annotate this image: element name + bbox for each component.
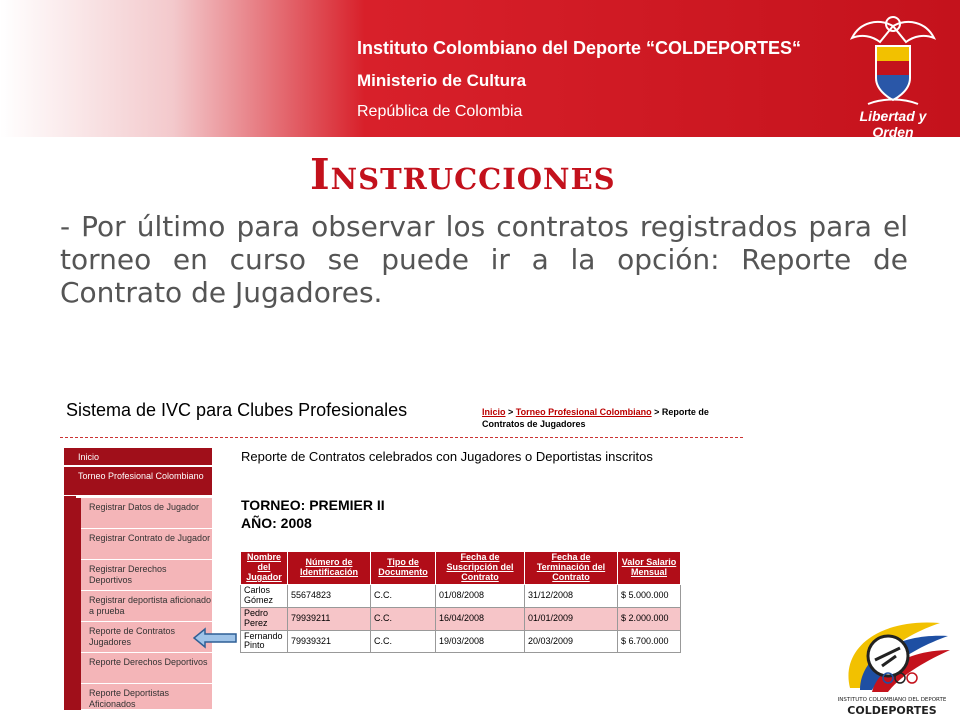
dotted-divider <box>60 437 743 438</box>
logo-line2: COLDEPORTES <box>847 704 937 717</box>
breadcrumb-section-link[interactable]: Torneo Profesional Colombiano <box>515 407 652 417</box>
ministry-name: Ministerio de Cultura <box>357 71 527 90</box>
sidebar-item-inicio[interactable]: Inicio <box>64 448 212 466</box>
instruction-paragraph: - Por último para observar los contratos registrados para el torneo en curso se puede ir a la opción: Reporte de Contrato de Jugadores. <box>60 210 908 310</box>
sidebar-item-reporte-contratos[interactable]: Reporte de Contratos Jugadores <box>81 622 212 653</box>
country-name: República de Colombia <box>357 103 523 120</box>
column-header[interactable]: Número de Identificación <box>288 552 371 585</box>
breadcrumb-separator: > <box>651 407 662 417</box>
sidebar-item-registrar-contrato[interactable]: Registrar Contrato de Jugador <box>81 529 212 560</box>
breadcrumb-current: Reporte de Contratos de Jugadores <box>482 407 709 429</box>
tournament-label: TORNEO: PREMIER II <box>241 497 385 513</box>
coldeportes-logo-icon <box>830 608 955 718</box>
report-title: Reporte de Contratos celebrados con Jugadores o Deportistas inscritos <box>241 449 653 464</box>
table-cell: 79939211 <box>288 607 371 630</box>
table-cell: $ 2.000.000 <box>618 607 681 630</box>
sidebar-sub-strip <box>72 498 81 710</box>
column-header[interactable]: Tipo de Documento <box>371 552 436 585</box>
logo-line1: INSTITUTO COLOMBIANO DEL DEPORTE <box>837 697 947 703</box>
table-cell: 16/04/2008 <box>436 607 525 630</box>
sidebar-item-reporte-aficionados[interactable]: Reporte Deportistas Aficionados <box>81 684 212 710</box>
table-cell: 01/01/2009 <box>525 607 618 630</box>
sidebar-item-registrar-derechos[interactable]: Registrar Derechos Deportivos <box>81 560 212 591</box>
breadcrumb <box>482 407 742 430</box>
table-cell: 79939321 <box>288 630 371 653</box>
breadcrumb-separator: > <box>505 407 516 417</box>
year-label: AÑO: 2008 <box>241 515 312 531</box>
sidebar-item-reporte-derechos[interactable]: Reporte Derechos Deportivos <box>81 653 212 684</box>
table-cell: C.C. <box>371 607 436 630</box>
table-cell: C.C. <box>371 585 436 608</box>
table-cell: Fernando Pinto <box>241 630 288 653</box>
table-cell: C.C. <box>371 630 436 653</box>
slide-title: Instrucciones <box>310 150 616 199</box>
sidebar-item-registrar-aficionado[interactable]: Registrar deportista aficionado a prueba <box>81 591 212 622</box>
table-cell: $ 6.700.000 <box>618 630 681 653</box>
crest-motto: Libertad y Orden <box>859 108 927 140</box>
column-header[interactable]: Nombre del Jugador <box>241 552 288 585</box>
contracts-table <box>240 551 681 653</box>
column-header[interactable]: Fecha de Terminación del Contrato <box>525 552 618 585</box>
table-cell: 55674823 <box>288 585 371 608</box>
table-cell: Pedro Perez <box>241 607 288 630</box>
table-cell: 20/03/2009 <box>525 630 618 653</box>
table-cell: Carlos Gómez <box>241 585 288 608</box>
breadcrumb-home-link[interactable]: Inicio <box>482 407 506 417</box>
table-row <box>241 630 681 653</box>
sidebar-item-registrar-datos[interactable]: Registrar Datos de Jugador <box>81 498 212 529</box>
table-cell: 01/08/2008 <box>436 585 525 608</box>
pointer-arrow-icon <box>193 627 237 649</box>
system-title: Sistema de IVC para Clubes Profesionales <box>66 400 408 420</box>
table-header-row <box>241 552 681 585</box>
table-row <box>241 585 681 608</box>
table-cell: 19/03/2008 <box>436 630 525 653</box>
column-header[interactable]: Fecha de Suscripción del Contrato <box>436 552 525 585</box>
column-header[interactable]: Valor Salario Mensual <box>618 552 681 585</box>
table-cell: 31/12/2008 <box>525 585 618 608</box>
table-cell: $ 5.000.000 <box>618 585 681 608</box>
table-row <box>241 607 681 630</box>
sidebar-item-torneo[interactable]: Torneo Profesional Colombiano <box>64 467 212 496</box>
institute-name: Instituto Colombiano del Deporte “COLDEPORTES“ <box>357 38 802 58</box>
